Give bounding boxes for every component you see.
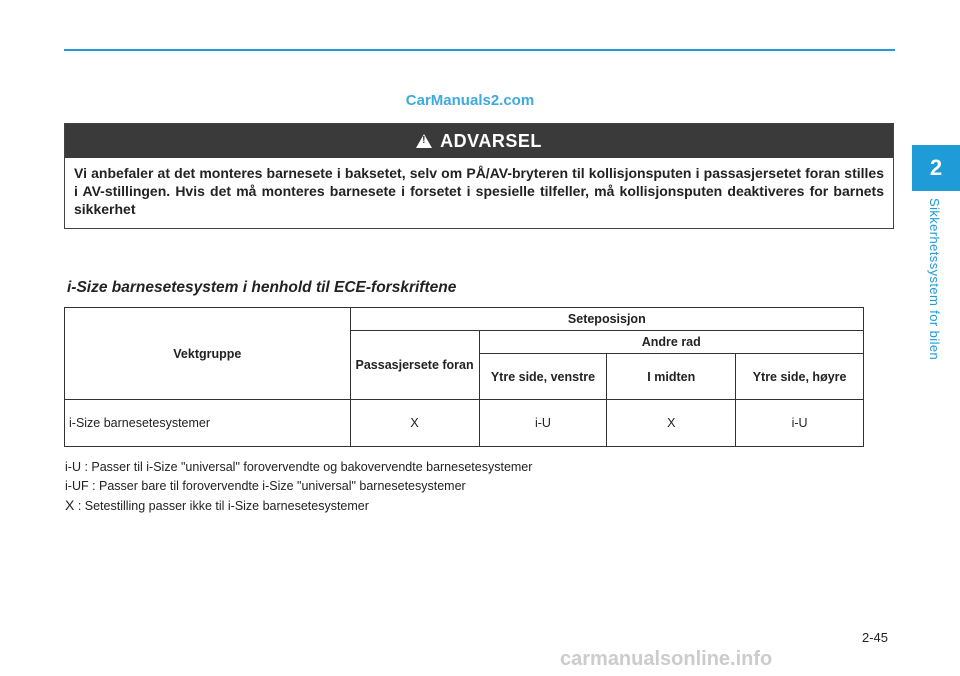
seat-position-header: Seteposisjon: [350, 308, 863, 331]
warning-header: [65, 124, 893, 158]
chapter-number-tab: 2: [912, 145, 960, 191]
warning-heading: ADVARSEL: [440, 130, 542, 151]
front-passenger-header: Passasjersete foran: [350, 331, 479, 400]
warning-triangle-icon: [416, 134, 432, 148]
rear-right-header: Ytre side, høyre: [736, 354, 864, 400]
warning-text: Vi anbefaler at det monteres barnesete i baksetet, selv om PÅ/AV-bryteren til kollisjonsputen i passasjersetet foran stilles i AV-stillingen. Hvis det må monteres barnesete i forsetet i spesielle tilfeller, må kollisjonsputen deaktiveres for barnets sikkerhet: [74, 165, 884, 217]
row-label: i-Size barnesetesystemer: [65, 400, 351, 447]
cell-rear-left: i-U: [479, 400, 607, 447]
page-number: 2-45: [862, 630, 889, 645]
cell-rear-right: i-U: [736, 400, 864, 447]
warning-box: [64, 123, 894, 229]
rear-middle-header: I midten: [607, 354, 736, 400]
header-rule: [64, 49, 895, 51]
rear-left-header: Ytre side, venstre: [479, 354, 607, 400]
weight-group-header: Vektgruppe: [65, 308, 351, 400]
section-title: i-Size barnesetesystem i henhold til ECE-forskriftene: [67, 279, 457, 296]
note-iu: i-U : Passer til i-Size "universal" forovervendte og bakovervendte barnesetesystemer: [65, 460, 533, 474]
rear-row-header: Andre rad: [479, 331, 863, 354]
cell-front-passenger: X: [350, 400, 479, 447]
seat-position-table: [64, 307, 864, 447]
cell-rear-middle: X: [607, 400, 736, 447]
watermark-link-top[interactable]: CarManuals2.com: [405, 92, 535, 109]
chapter-title: Sikkerhetssystem for bilen: [927, 198, 942, 361]
table-notes: [65, 458, 532, 516]
table-row: [65, 400, 864, 447]
note-x: [65, 496, 532, 516]
note-x-symbol: X: [65, 497, 75, 513]
note-x-text: : Setestilling passer ikke til i-Size barnesetesystemer: [74, 499, 369, 513]
watermark-link-bottom[interactable]: carmanualsonline.info: [560, 648, 773, 670]
note-iuf: i-UF : Passer bare til forovervendte i-Size "universal" barnesetesystemer: [65, 479, 466, 493]
